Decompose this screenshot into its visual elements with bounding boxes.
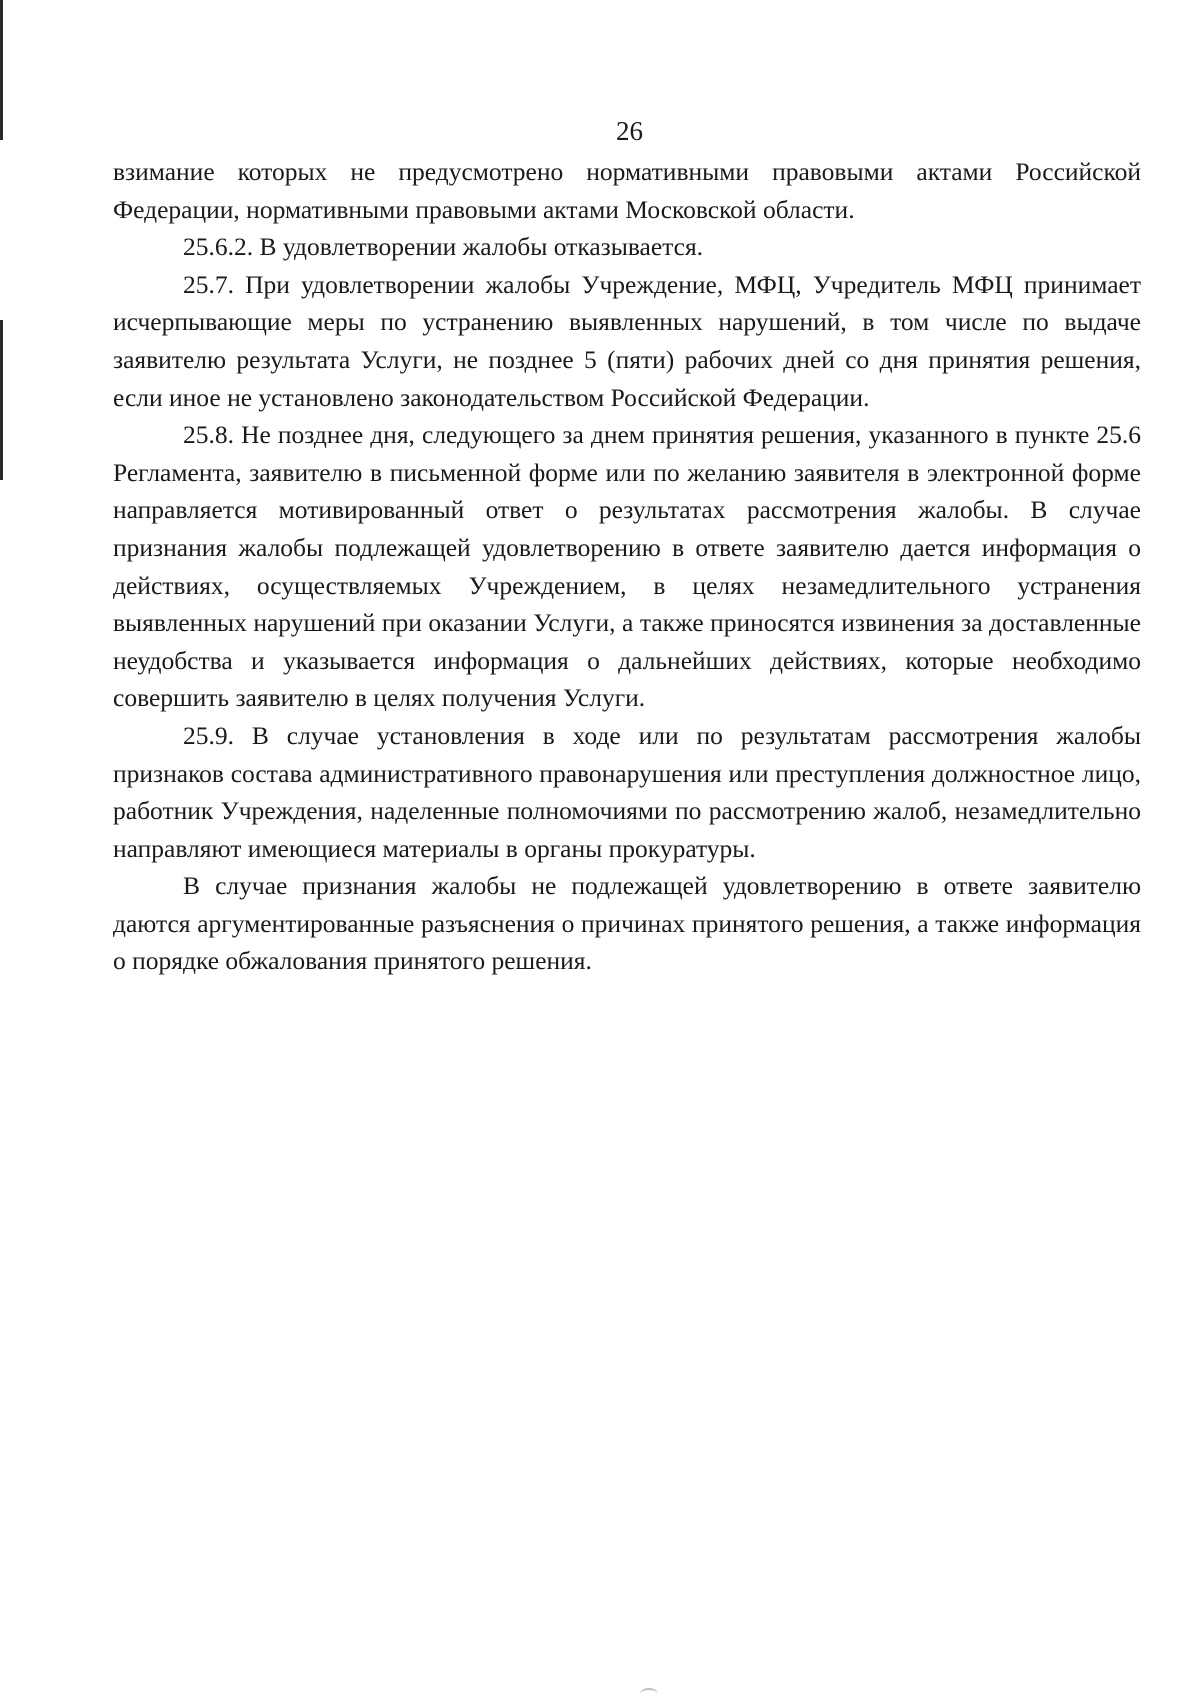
paragraph-25-8: 25.8. Не позднее дня, следующего за днем принятия решения, указанного в пункте 25.6 Регламента, заявителю в письменной форме или по желанию заявителя в электронной форме направляется мотивированный ответ о результатах рассмотрения жалобы. В случае признания жалобы подлежащей удовлетворению в ответе заявителю дается информация о действиях, осуществляемых Учреждением, в целях незамедлительного устранения выявленных нарушений при оказании Услуги, а также приносятся извинения за доставленные неудобства и указывается информация о дальнейших действиях, которые необходимо совершить заявителю в целях получения Услуги. xyxy=(113,420,1141,713)
document-body xyxy=(113,153,1141,980)
paragraph-continuation: взимание которых не предусмотрено нормативными правовыми актами Российской Федерации, нормативными правовыми актами Московской области. xyxy=(113,157,1141,224)
paragraph-25-6-2: 25.6.2. В удовлетворении жалобы отказывается. xyxy=(183,232,704,262)
page-number: 26 xyxy=(616,116,643,146)
scan-edge-mark xyxy=(0,320,3,480)
paragraph-25-9: 25.9. В случае установления в ходе или по результатам рассмотрения жалобы признаков состава административного правонарушения или преступления должностное лицо, работник Учреждения, наделенные полномочиями по рассмотрению жалоб, незамедлительно направляют имеющиеся материалы в органы прокуратуры. xyxy=(113,720,1141,863)
paragraph-refusal: В случае признания жалобы не подлежащей удовлетворению в ответе заявителю даются аргументированные разъяснения о причинах принятого решения, а также информация о порядке обжалования принятого решения. xyxy=(113,871,1141,976)
paragraph-25-7: 25.7. При удовлетворении жалобы Учреждение, МФЦ, Учредитель МФЦ принимает исчерпывающие меры по устранению выявленных нарушений, в том числе по выдаче заявителю результата Услуги, не позднее 5 (пяти) рабочих дней со дня принятия решения, если иное не установлено законодательством Российской Федерации. xyxy=(113,269,1141,412)
scan-artifact-mark xyxy=(640,1688,658,1700)
